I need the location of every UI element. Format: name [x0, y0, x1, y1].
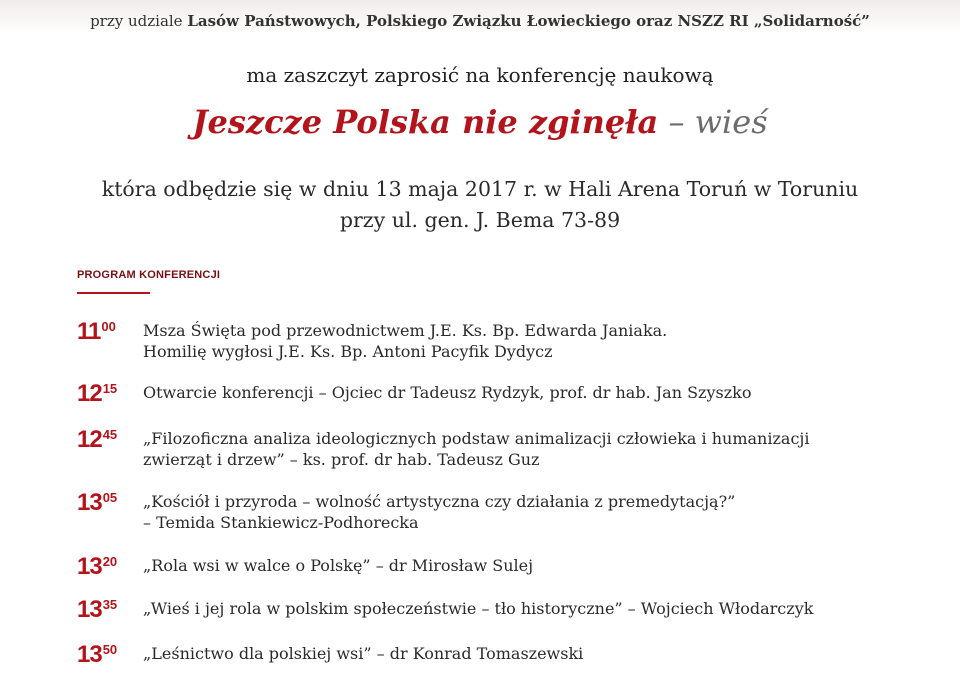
time-minute: 50: [102, 642, 118, 657]
time-hour: 13: [77, 489, 102, 516]
event-details: [0, 174, 960, 236]
item-time: [77, 489, 117, 517]
time-minute: 45: [102, 427, 118, 442]
time-minute: 00: [101, 319, 116, 334]
item-line2: zwierząt i drzew” – ks. prof. dr hab. Tadeusz Guz: [143, 450, 540, 469]
item-line1: „Leśnictwo dla polskiej wsi” – dr Konrad Tomaszewski: [143, 644, 584, 663]
item-line1: „Rola wsi w walce o Polskę” – dr Mirosław Sulej: [143, 556, 534, 575]
item-description: [143, 382, 903, 403]
time-hour: 12: [77, 426, 102, 453]
title-main: Jeszcze Polska nie zginęła: [192, 103, 659, 141]
item-line1: „Filozoficzna analiza ideologicznych podstaw animalizacji człowieka i humanizacji: [143, 429, 810, 448]
item-line1: Otwarcie konferencji – Ojciec dr Tadeusz Rydzyk, prof. dr hab. Jan Szyszko: [143, 383, 752, 402]
item-line2: Homilię wygłosi J.E. Ks. Bp. Antoni Pacyfik Dydycz: [143, 342, 553, 361]
item-line2: – Temida Stankiewicz-Podhorecka: [143, 513, 419, 532]
time-hour: 11: [77, 318, 101, 345]
item-line1: Msza Święta pod przewodnictwem J.E. Ks. Bp. Edwarda Janiaka.: [143, 321, 668, 340]
item-description: [143, 320, 903, 362]
time-hour: 13: [77, 596, 102, 623]
item-time: [77, 553, 117, 581]
time-minute: 35: [102, 597, 118, 612]
time-hour: 13: [77, 553, 102, 580]
participation-line: [0, 12, 960, 30]
invite-text: ma zaszczyt zaprosić na konferencję naukową: [246, 63, 714, 87]
item-time: [77, 380, 117, 408]
item-description: [143, 598, 903, 619]
time-minute: 20: [102, 554, 118, 569]
time-hour: 12: [77, 380, 102, 407]
time-hour: 13: [77, 641, 102, 668]
participation-prefix: przy udziale: [90, 12, 183, 30]
item-line1: „Kościół i przyroda – wolność artystyczna czy działania z premedytacją?”: [143, 492, 736, 511]
item-time: [77, 641, 117, 669]
program-heading: PROGRAM KONFERENCJI: [77, 269, 221, 281]
item-line1: „Wieś i jej rola w polskim społeczeństwie – tło historyczne” – Wojciech Włodarczyk: [143, 599, 814, 618]
item-description: [143, 491, 903, 533]
event-address: przy ul. gen. J. Bema 73-89: [339, 208, 621, 232]
time-minute: 15: [102, 381, 118, 396]
program-heading-rule: [77, 292, 150, 294]
item-time: [77, 318, 116, 346]
item-time: [77, 596, 117, 624]
item-time: [77, 426, 117, 454]
event-date-place: która odbędzie się w dniu 13 maja 2017 r. w Hali Arena Toruń w Toruniu: [101, 177, 859, 201]
item-description: [143, 643, 903, 664]
time-minute: 05: [102, 490, 118, 505]
item-description: [143, 428, 903, 470]
item-description: [143, 555, 903, 576]
participation-orgs: Lasów Państwowych, Polskiego Związku Łowieckiego oraz NSZZ RI „Solidarność”: [187, 12, 870, 30]
conference-title: [0, 103, 960, 141]
title-sub: – wieś: [668, 103, 768, 141]
